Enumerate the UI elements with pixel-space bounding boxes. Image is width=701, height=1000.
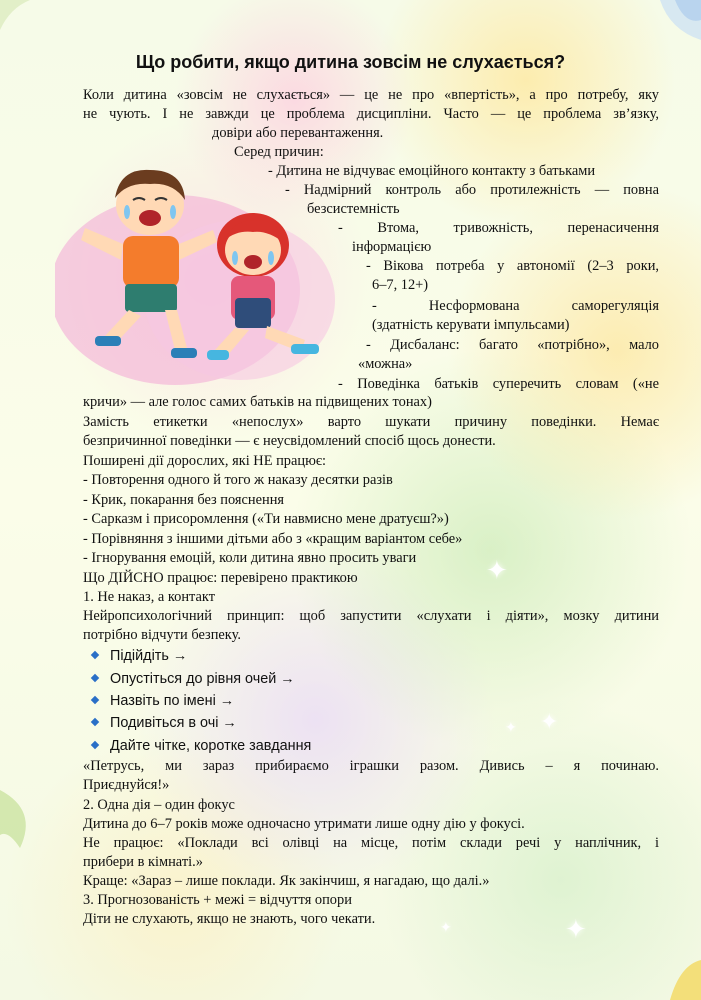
- cause-item-cont: інформацією: [352, 239, 432, 255]
- example-line-1: «Петрусь, ми зараз прибираємо іграшки разом. Дивись – я починаю.: [83, 758, 659, 774]
- causes-heading: Серед причин:: [234, 144, 324, 160]
- intro-line-1: Коли дитина «зовсім не слухається» — це не про «впертість», а про потребу, яку: [83, 87, 659, 103]
- cause-item: - Втома, тривожність, перенасичення: [338, 220, 659, 236]
- intro-line-3: довіри або перевантаження.: [212, 125, 384, 141]
- cause-item: - Дисбаланс: багато «потрібно», мало: [366, 337, 659, 353]
- not-working-heading: Поширені дії дорослих, які НЕ працює:: [83, 453, 326, 469]
- section-3-heading: 3. Прогнозованість + межі = відчуття опори: [83, 892, 352, 908]
- step-list-item: [92, 714, 237, 732]
- section-2-line: Дитина до 6–7 років може одночасно утримати лише одну дію у фокусі.: [83, 816, 525, 832]
- step-label: Опустіться до рівня очей →: [110, 671, 295, 687]
- section-1-text-line-1: Нейропсихологічний принцип: щоб запустити «слухати і діяти», мозку дитини: [83, 608, 659, 624]
- example-line-2: Приєднуйся!»: [83, 777, 170, 793]
- cause-item: - Вікова потреба у автономії (2–3 роки,: [366, 258, 659, 274]
- cause-item: - Несформована саморегуляція: [372, 298, 659, 314]
- sparkle-icon: ✦: [565, 915, 587, 945]
- sparkle-icon: ✦: [440, 920, 452, 936]
- page-title: Що робити, якщо дитина зовсім не слухається?: [135, 52, 566, 72]
- diamond-bullet-icon: [91, 674, 99, 682]
- sparkle-icon: ✦: [540, 710, 559, 735]
- diamond-bullet-icon: [91, 696, 99, 704]
- cause-item: - Надмірний контроль або протилежність — повна: [285, 182, 659, 198]
- cause-item-cont: кричи» — але голос самих батьків на підвищених тонах): [83, 394, 432, 410]
- step-label: Подивіться в очі →: [110, 715, 237, 731]
- section-2-heading: 2. Одна дія – один фокус: [83, 797, 235, 813]
- works-heading: Що ДІЙСНО працює: перевірено практикою: [83, 570, 358, 586]
- sparkle-icon: ✦: [505, 720, 517, 736]
- not-working-item: - Ігнорування емоцій, коли дитина явно просить уваги: [83, 550, 417, 566]
- section-1-text-line-2: потрібно відчути безпеку.: [83, 627, 241, 643]
- step-label: Назвіть по імені →: [110, 693, 235, 709]
- not-working-item: - Порівняння з іншими дітьми або з «кращим варіантом себе»: [83, 531, 463, 547]
- step-list-item: [92, 737, 311, 755]
- step-label: Дайте чітке, коротке завдання: [110, 738, 312, 754]
- cause-item-cont: 6–7, 12+): [372, 277, 429, 293]
- cause-item: - Дитина не відчуває емоційного контакту з батьками: [268, 163, 596, 179]
- label-para-line-2: безпричинної поведінки — є неусвідомлений спосіб щось донести.: [83, 433, 496, 449]
- label-para-line-1: Замість етикетки «непослух» варто шукати причину поведінки. Немає: [83, 414, 659, 430]
- step-list-item: [92, 692, 234, 710]
- cause-item-cont: безсистемність: [307, 201, 400, 217]
- not-working-item: - Крик, покарання без пояснення: [83, 492, 285, 508]
- sparkle-icon: ✦: [486, 556, 508, 586]
- step-list-item: [92, 647, 187, 665]
- step-list-item: [92, 670, 295, 688]
- section-2-line: прибери в кімнаті.»: [83, 854, 203, 870]
- not-working-item: - Повторення одного й того ж наказу десятки разів: [83, 472, 393, 488]
- section-3-text: Діти не слухають, якщо не знають, чого чекати.: [83, 911, 376, 927]
- step-label: Підійдіть →: [110, 648, 188, 664]
- not-working-item: - Сарказм і присоромлення («Ти навмисно мене дратуєш?»): [83, 511, 449, 527]
- section-2-line: Не працює: «Поклади всі олівці на місце, потім склади речі у наплічник, і: [83, 835, 659, 851]
- section-1-heading: 1. Не наказ, а контакт: [83, 589, 215, 605]
- cause-item: - Поведінка батьків суперечить словам («не: [338, 376, 659, 392]
- diamond-bullet-icon: [91, 741, 99, 749]
- cause-item-cont: (здатність керувати імпульсами): [372, 317, 570, 333]
- diamond-bullet-icon: [91, 718, 99, 726]
- intro-line-2: не чують. І не завжди це проблема дисципліни. Часто — це проблема зв’язку,: [83, 106, 659, 122]
- section-2-line: Краще: «Зараз – лише поклади. Як закінчиш, я нагадаю, що далі.»: [83, 873, 490, 889]
- cause-item-cont: «можна»: [358, 356, 413, 372]
- diamond-bullet-icon: [91, 651, 99, 659]
